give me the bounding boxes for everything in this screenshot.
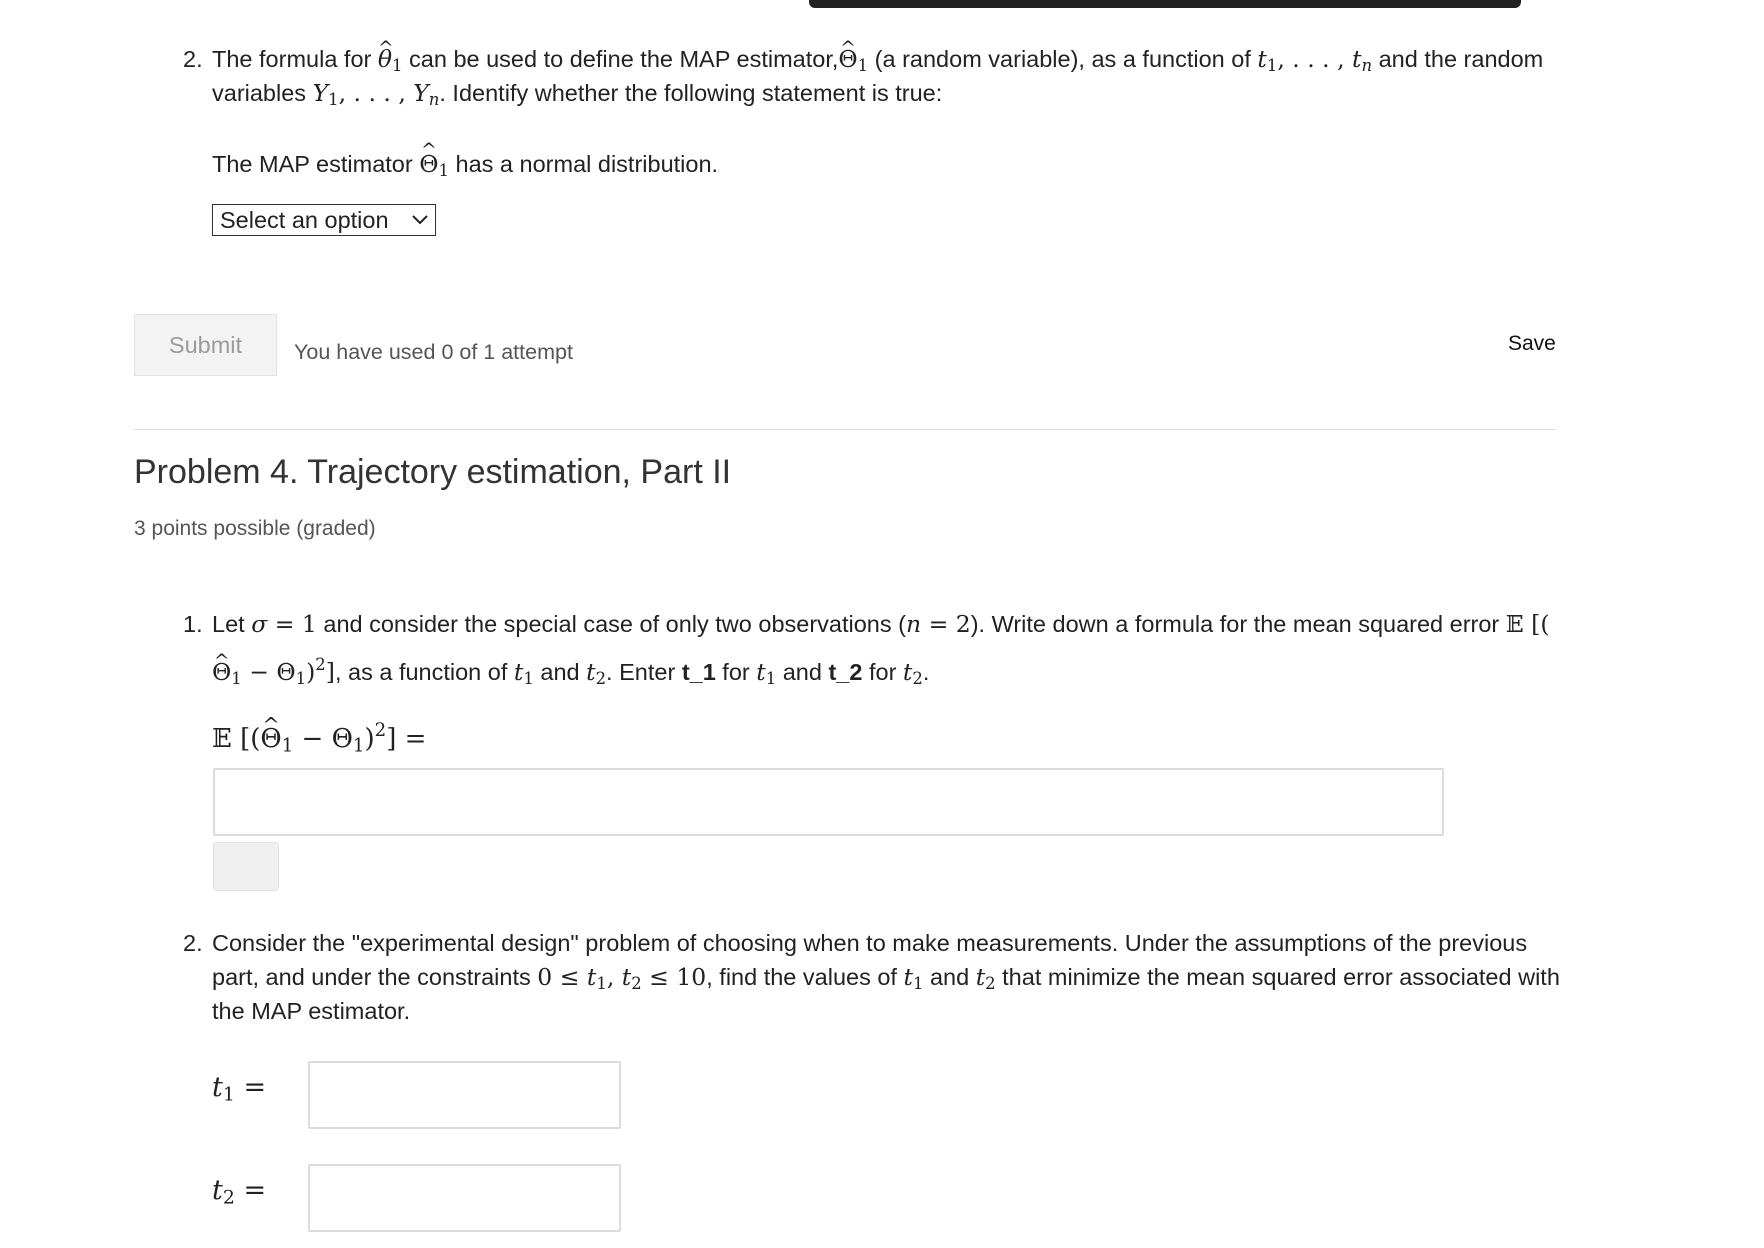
math-theta-hat-1: ^ $\theta_1$ [378, 45, 403, 73]
question-2-text: 2. The formula for ^ $\theta_1$ can be used to define the MAP estimator,^ $\Theta_1$ (a random variable), as a function of $t_1$, . . . , $t_n$ and the random variables $Y_1$, . . . , $Y_n$. Identify whether the following statement is true: [212, 42, 1552, 110]
math-t1-to-tn: $t_1$, . . . , $t_n$ [1257, 45, 1373, 76]
t2-input[interactable] [308, 1164, 621, 1232]
math-Theta-hat-1: ^ $\Theta_1$ [419, 150, 449, 178]
math-t1: $t_1$ [513, 658, 534, 689]
top-dark-bar [809, 0, 1521, 8]
chevron-down-icon [411, 205, 429, 244]
math-mse-expression: 𝔼 [(^ $\Theta_1 - \Theta_1)^2$] [212, 610, 1550, 686]
question-number: 2. [183, 930, 203, 956]
math-sigma-equals-1: σ = 1 [251, 610, 317, 638]
problem4-question-1-text: 1. Let σ = 1 and consider the special case of only two observations (n = 2). Write down a formula for the mean squared error 𝔼 [(^ $\Theta_1 - \Theta_1)^2$], as a function of $t_1$ and $t_2$. Enter t_1 for $t_1$ and t_2 for $t_2$. [212, 600, 1552, 696]
mse-formula-label: 𝔼 [(^ $\Theta_1 - \Theta_1)^2$] = [212, 724, 426, 754]
math-t2: $t_2$ [586, 658, 607, 689]
question-number: 1. [183, 611, 203, 637]
divider [134, 429, 1556, 430]
t1-label: $t_1$ = [212, 1072, 267, 1106]
statement-text: The MAP estimator ^ $\Theta_1$ has a normal distribution. [212, 150, 718, 178]
mse-formula-input[interactable] [213, 768, 1444, 836]
t1-input[interactable] [308, 1061, 621, 1129]
question-number: 2. [183, 46, 203, 72]
problem4-question-2-text: 2. Consider the "experimental design" problem of choosing when to make measurements. Under the assumptions of the previous part, and under the constraints $0 \le t_1$, $t_2 \le 10$, find the values of $t_1$ and $t_2$ that minimize the mean squared error associated with the MAP estimator. [212, 926, 1562, 1028]
math-t1: $t_1$ [756, 658, 777, 689]
save-button[interactable]: Save [1508, 332, 1556, 355]
math-Theta-hat-1: ^ $\Theta_1$ [838, 45, 868, 73]
math-t2: $t_2$ [975, 963, 996, 994]
math-t1: $t_1$ [903, 963, 924, 994]
math-t2: $t_2$ [902, 658, 923, 689]
math-constraint: $0 \le t_1$, $t_2 \le 10$ [537, 963, 707, 994]
submit-button[interactable]: Submit [134, 314, 277, 376]
problem-title: Problem 4. Trajectory estimation, Part II [134, 453, 732, 491]
option-select[interactable]: Select an option [212, 204, 436, 236]
formula-preview-box [213, 842, 279, 891]
math-n-equals-2: n = 2 [905, 610, 971, 638]
math-Y1-to-Yn: $Y_1$, . . . , $Y_n$ [312, 79, 440, 110]
attempts-text: You have used 0 of 1 attempt [294, 340, 573, 364]
t2-label: $t_2$ = [212, 1175, 267, 1209]
points-possible: 3 points possible (graded) [134, 517, 376, 540]
